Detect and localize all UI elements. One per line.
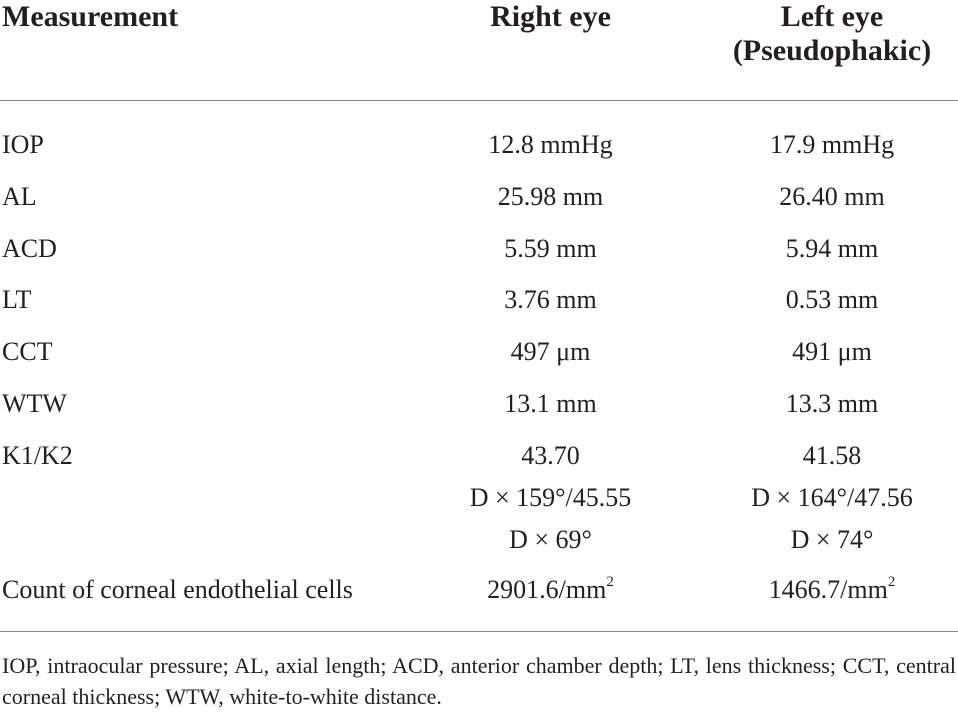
row-iop-right: 12.8 mmHg (488, 130, 613, 159)
row-lt-right: 3.76 mm (504, 285, 597, 314)
row-acd-left: 5.94 mm (785, 234, 879, 263)
row-wtw-label: WTW (2, 389, 67, 418)
row-iop-left: 17.9 mmHg (769, 130, 895, 159)
row-endothelial-left (706, 575, 958, 605)
row-cct-label: CCT (2, 337, 53, 366)
row-endothelial-left-value: 1466.7/mm (768, 575, 888, 604)
row-lt-left: 0.53 mm (785, 285, 879, 314)
row-k1k2-right-line1: 43.70 (521, 441, 580, 470)
footer-divider (0, 631, 958, 632)
row-k1k2-right-line3: D × 69° (509, 525, 592, 554)
row-cct-right: 497 μm (510, 337, 591, 366)
row-al-left: 26.40 mm (779, 182, 885, 211)
row-k1k2-left-line1: 41.58 (802, 441, 862, 470)
row-k1k2-label: K1/K2 (2, 441, 73, 470)
row-iop-label: IOP (2, 130, 44, 159)
header-measurement: Measurement (2, 0, 179, 33)
row-k1k2-left-line3: D × 74° (790, 525, 874, 554)
row-k1k2-right-line2: D × 159°/45.55 (469, 483, 632, 512)
row-k1k2-right (395, 441, 706, 555)
row-acd-label: ACD (2, 234, 57, 263)
row-acd-right: 5.59 mm (504, 234, 597, 263)
table-footnote: IOP, intraocular pressure; AL, axial length; ACD, anterior chamber depth; LT, lens thickness; CCT, central corneal thickness; WTW, white-to-white distance. (2, 653, 956, 709)
superscript: 2 (887, 574, 896, 590)
superscript: 2 (606, 574, 614, 590)
row-wtw-left: 13.3 mm (785, 389, 879, 418)
row-k1k2-left (706, 441, 958, 555)
row-al-right: 25.98 mm (497, 182, 604, 211)
header-left-eye (706, 0, 958, 68)
header-right-eye: Right eye (490, 0, 611, 33)
header-divider (0, 100, 958, 101)
row-endothelial-right (395, 575, 706, 605)
row-wtw-right: 13.1 mm (504, 389, 597, 418)
row-al-label: AL (2, 182, 37, 211)
row-lt-label: LT (2, 285, 32, 314)
row-k1k2-left-line2: D × 164°/47.56 (751, 483, 913, 512)
header-left-eye-line2: (Pseudophakic) (732, 34, 932, 67)
row-endothelial-label: Count of corneal endothelial cells (2, 575, 353, 604)
header-left-eye-line1: Left eye (780, 0, 884, 33)
row-cct-left: 491 μm (792, 337, 872, 366)
row-endothelial-right-value: 2901.6/mm (487, 575, 607, 604)
